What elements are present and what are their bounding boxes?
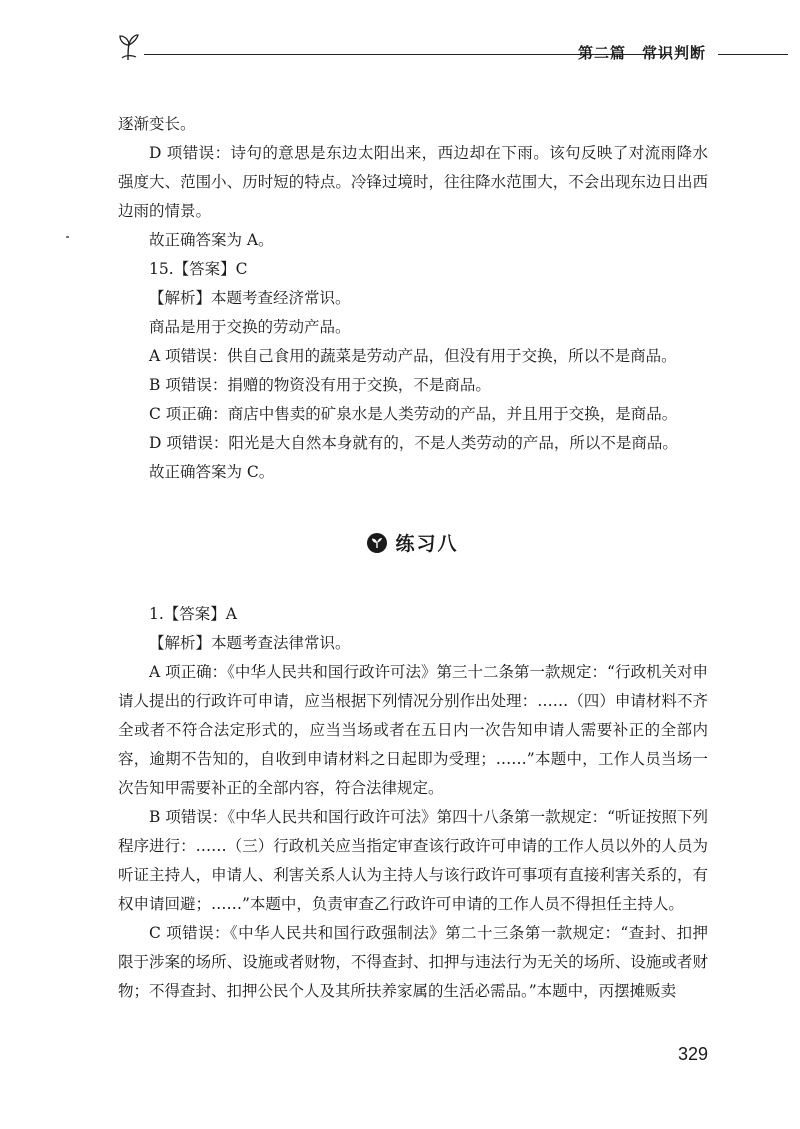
paragraph: C 项正确：商店中售卖的矿泉水是人类劳动的产品，并且用于交换，是商品。: [149, 405, 678, 423]
scan-speck: [66, 236, 69, 238]
header-title: 第二篇 常识判断: [578, 44, 707, 62]
paragraph: 商品是用于交换的劳动产品。: [149, 318, 351, 336]
paragraph: D 项错误：阳光是大自然本身就有的，不是人类劳动的产品，所以不是商品。: [149, 434, 678, 452]
page-number: 329: [678, 1044, 709, 1064]
section-title-text: 练习八: [395, 533, 459, 555]
paragraph: A 项正确：《中华人民共和国行政许可法》第三十二条第一款规定：“行政机关对申请人提出的行政许可申请，应当根据下列情况分别作出处理：……（四）申请材料不齐全或者不符合法定形式的，应当当场或者在五日内一次告知申请人需要补正的全部内容，逾期不告知的，自收到申请材料之日起即为受理；……”本题中，工作人员当场一次告知甲需要补正的全部内容，符合法律规定。: [118, 663, 708, 797]
paragraph: 故正确答案为 C。: [149, 463, 275, 481]
analysis-heading: 【解析】本题考查法律常识。: [149, 634, 351, 652]
paragraph: 故正确答案为 A。: [149, 231, 274, 249]
paragraph: A 项错误：供自己食用的蔬菜是劳动产品，但没有用于交换，所以不是商品。: [149, 347, 677, 365]
page-body: [118, 110, 708, 1006]
paragraph: D 项错误：诗句的意思是东边太阳出来，西边却在下雨。该句反映了对流雨降水强度大、范围小、历时短的特点。冷锋过境时，往往降水范围大，不会出现东边日出西边雨的情景。: [118, 144, 708, 220]
answer-heading: 15.【答案】C: [149, 260, 248, 278]
section-title: [118, 529, 708, 556]
analysis-heading: 【解析】本题考查经济常识。: [149, 289, 351, 307]
paragraph: C 项错误：《中华人民共和国行政强制法》第二十三条第一款规定：“查封、扣押限于涉案的场所、设施或者财物，不得查封、扣押与违法行为无关的场所、设施或者财物；不得查封、扣押公民个人及其所扶养家属的生活必需品。”本题中，丙摆摊贩卖: [118, 924, 708, 1000]
paragraph: 逐渐变长。: [118, 115, 196, 133]
paragraph: B 项错误：《中华人民共和国行政许可法》第四十八条第一款规定：“听证按照下列程序进行：……（三）行政机关应当指定审查该行政许可申请的工作人员以外的人员为听证主持人，申请人、利害关系人认为主持人与该行政许可事项有直接利害关系的，有权申请回避；……”本题中，负责审查乙行政许可申请的工作人员不得担任主持人。: [118, 808, 708, 913]
section-badge-icon: [367, 533, 387, 553]
sprout-icon: [112, 32, 144, 64]
header-rule-right: [718, 54, 788, 55]
answer-heading: 1.【答案】A: [149, 605, 237, 623]
paragraph: B 项错误：捐赠的物资没有用于交换，不是商品。: [149, 376, 491, 394]
